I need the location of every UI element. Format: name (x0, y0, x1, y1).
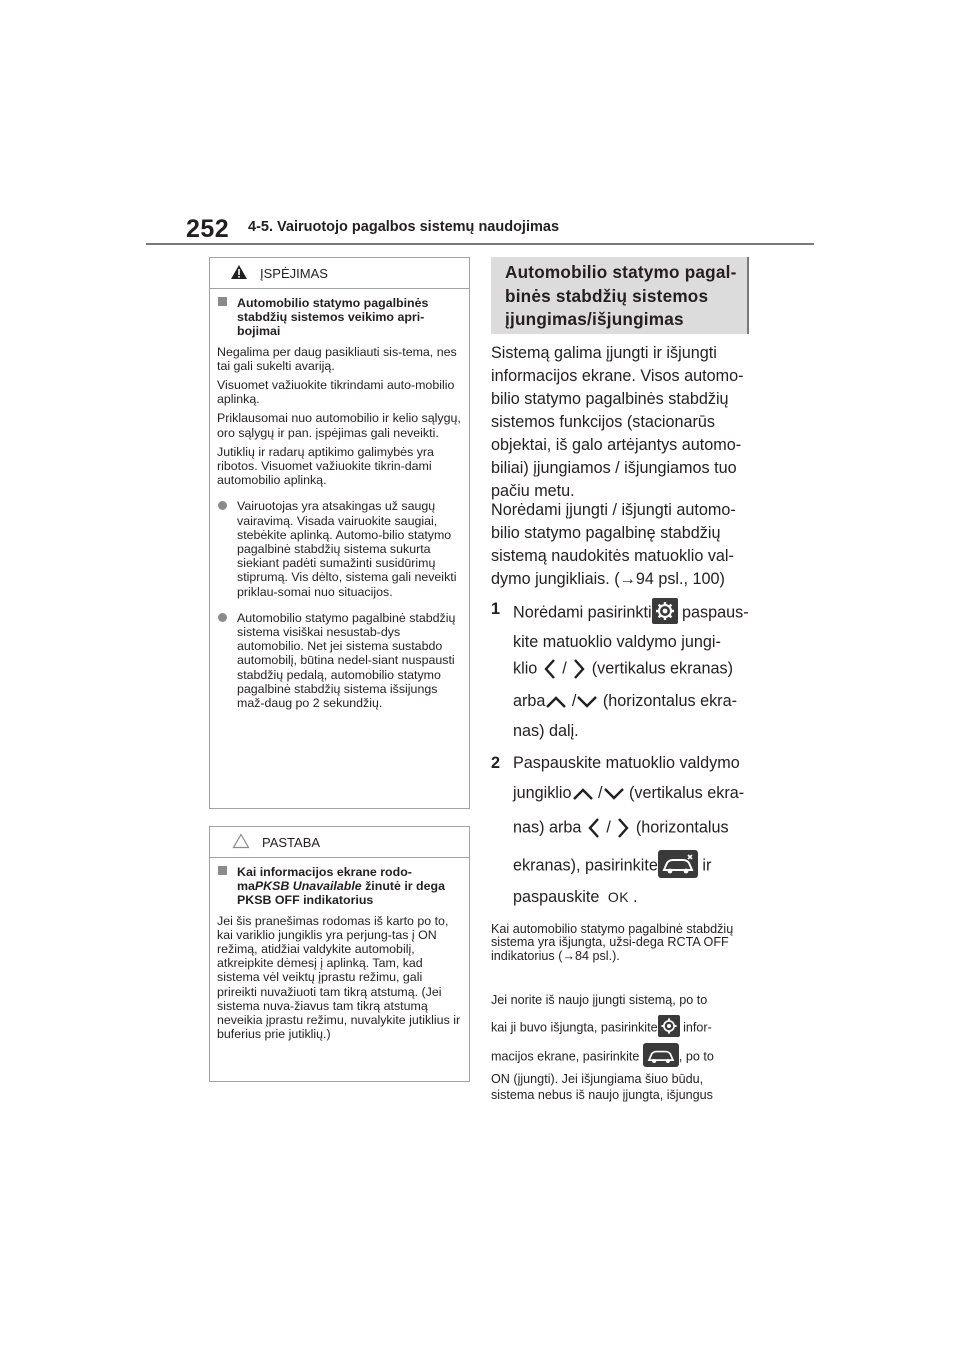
second-line: dymo jungikliais. (→94 psl., 100) (491, 570, 725, 588)
right-heading-box (491, 257, 749, 334)
step-1-line (513, 658, 733, 680)
page-number: 252 (186, 215, 230, 243)
note-header (210, 827, 469, 858)
square-bullet-icon (218, 866, 227, 875)
intro-line: bilio statymo pagalbinės stabdžių (491, 390, 729, 408)
warning-subheading-text: Automobilio statymo pagalbinės stabdžių sistemos veikimo apri-bojimai (237, 296, 429, 339)
small-line: sistema nebus iš naujo įjungta, išjungus (491, 1088, 713, 1102)
small-note (491, 923, 741, 963)
step-2-line: Paspauskite matuoklio valdymo (513, 754, 740, 772)
circle-bullet-icon (218, 613, 227, 622)
intro-paragraph (491, 342, 761, 503)
warning-paragraph: Jutiklių ir radarų aptikimo galimybės yra ribotos. Visuomet važiuokite tikrin-dami automobilio aplinką. (217, 444, 434, 488)
note-subheading-b: žinutė ir dega PKSB OFF indikatorius (237, 879, 445, 908)
step-2-text: ir (697, 856, 712, 875)
chevron-up-icon (545, 695, 567, 709)
header-rule (146, 243, 814, 245)
small-line (491, 1017, 712, 1039)
step-1-text: (horizontalus ekra- (602, 692, 737, 710)
warning-bullet-text: Vairuotojas yra atsakingas už saugų vairavimą. Visada vairuokite saugiai, stebėkite aplinką. Automo-bilio statymo pagalbinė stabdžių sistema sukurta siekiant padėti sumažinti susidūrimų stiprumą. Vis dėlto, sistema gali neveikti priklau-somai nuo situacijos. (237, 499, 457, 599)
chevron-left-icon (586, 817, 602, 839)
step-2-line (513, 888, 638, 907)
parking-brake-car-icon (643, 1043, 679, 1067)
small-line: ON (įjungti). Jei išjungiama šiuo būdu, (491, 1072, 704, 1086)
note-subheading (217, 865, 462, 908)
warning-header (210, 258, 469, 289)
square-bullet-icon (218, 297, 227, 306)
step-1-line: kite matuoklio valdymo jungi- (513, 633, 721, 651)
step-2-text: (vertikalus ekra- (629, 784, 745, 802)
chevron-left-icon (542, 658, 558, 680)
intro-line: informacijos ekrane. Visos automo- (491, 367, 744, 385)
parking-brake-car-icon (658, 850, 698, 878)
warning-bullet (217, 611, 462, 710)
note-box (209, 826, 470, 1082)
small-paragraph: Kai automobilio statymo pagalbinė stabdžių sistema yra išjungta, užsi-dega RCTA OFF indikatorius (→84 psl.). (491, 922, 734, 963)
right-heading-line: įjungimas/išjungimas (505, 309, 684, 329)
chevron-right-icon (615, 817, 631, 839)
step-2-text: jungiklio (513, 784, 572, 802)
caution-triangle-outline-icon (232, 833, 250, 849)
slash-text: / (562, 659, 567, 678)
warning-paragraph: Negalima per daug pasikliauti sis-tema, nes tai gali sukelti avariją. (217, 344, 457, 373)
slash-text: / (598, 784, 603, 802)
small-line (491, 1045, 714, 1069)
step-1-text: (vertikalus ekranas) (591, 659, 734, 678)
step-2-text: nas) arba (513, 818, 582, 837)
second-line: bilio statymo pagalbinę stabdžių (491, 524, 721, 542)
settings-gear-icon (652, 598, 678, 624)
step-2-text: paspauskite (513, 888, 600, 906)
intro-line: sistemos funkcijos (stacionarūs (491, 413, 716, 431)
second-line: Norėdami įjungti / išjungti automo- (491, 501, 736, 519)
intro-line: objektai, iš galo artėjantys automo- (491, 436, 742, 454)
ok-button-glyph: OK (607, 889, 630, 905)
chevron-up-icon (572, 787, 594, 801)
settings-gear-icon (658, 1015, 680, 1037)
warning-bullet-text: Automobilio statymo pagalbinė stabdžių sistema visiškai nesustab-dys automobilio. Net jei sistema sustabdo automobilį, būtina nedel-siant nuspausti stabdžių pedalą, automobilio statymo pagalbinė stabdžių sistema išsijungs maž-daug po 2 sekundžių. (237, 610, 456, 711)
chevron-down-icon (603, 787, 625, 801)
step-1-text: klio (513, 659, 538, 678)
right-heading-line: Automobilio statymo pagal- (505, 262, 737, 282)
slash-text: / (606, 818, 611, 837)
small-text: kai ji buvo išjungta, pasirinkite (491, 1020, 658, 1035)
second-paragraph (491, 499, 761, 591)
step-1-number: 1 (491, 600, 501, 618)
small-text: macijos ekrane, pasirinkite (491, 1049, 640, 1064)
warning-triangle-icon (230, 264, 248, 280)
step-1-line: nas) dalį. (513, 722, 579, 740)
small-text: infor- (679, 1020, 712, 1035)
chevron-down-icon (576, 695, 598, 709)
step-1-text: arba (513, 692, 546, 710)
step-1-text: Norėdami pasirinkti (513, 603, 652, 622)
step-1-line (513, 600, 749, 626)
warning-title: ĮSPĖJIMAS (260, 266, 328, 281)
warning-box (209, 257, 470, 809)
step-2-line (513, 784, 744, 803)
circle-bullet-icon (218, 501, 227, 510)
small-line: Jei norite iš naujo įjungti sistemą, po to (491, 993, 708, 1007)
chevron-right-icon (571, 658, 587, 680)
slash-text: / (571, 692, 577, 710)
warning-subheading (217, 296, 462, 339)
step-2-line (513, 817, 729, 839)
intro-line: biliai) įjungiamos / išjungiamos tuo (491, 459, 737, 477)
step-1-text: paspaus- (677, 603, 749, 622)
step-2-number: 2 (491, 754, 501, 772)
warning-bullet (217, 499, 462, 598)
note-title: PASTABA (262, 835, 321, 850)
note-subheading-em: PKSB Unavailable (254, 879, 362, 894)
step-2-text: . (633, 888, 638, 906)
step-2-text: (horizontalus (635, 818, 729, 837)
note-paragraph: Jei šis pranešimas rodomas iš karto po to, kai variklio jungiklis yra perjung-tas į ON režimą, atidžiai valdykite automobilį, atkreipkite dėmesį į aplinką. Tam, kad sistema vėl veiktų įprastu režimu, gali prireikti nuvažiuoti tam tikrą atstumą. (Jei sistema nuva-žiavus tam tikrą atstumą neveikia įprastu režimu, nuvalykite jutiklius ir buferius prie jutiklių.) (217, 913, 461, 1042)
note-subheading-a: Kai informacijos ekrane rodo-ma (237, 865, 412, 894)
intro-line: Sistemą galima įjungti ir išjungti (491, 344, 717, 362)
warning-paragraph: Visuomet važiuokite tikrindami auto-mobilio aplinką. (217, 378, 455, 407)
second-line: sistemą naudokitės matuoklio val- (491, 547, 734, 565)
intro-line: pačiu metu. (491, 482, 575, 500)
right-heading-line: binės stabdžių sistemos (505, 286, 709, 306)
warning-paragraph: Priklausomai nuo automobilio ir kelio sąlygų, oro sąlygų ir pan. įspėjimas gali neveikti. (217, 411, 461, 440)
step-2-line (513, 852, 711, 880)
section-title: 4-5. Vairuotojo pagalbos sistemų naudojimas (248, 219, 560, 235)
small-text: , po to (678, 1049, 714, 1064)
step-1-line (513, 692, 737, 711)
step-2-text: ekranas), pasirinkite (513, 856, 658, 875)
